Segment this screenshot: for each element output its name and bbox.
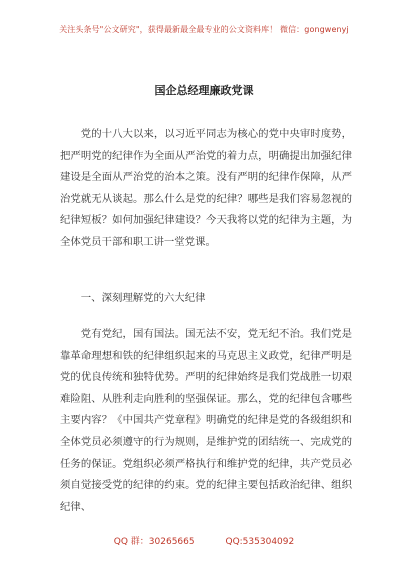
section-body	[60, 324, 352, 518]
document-title: 国企总经理廉政党课	[154, 84, 254, 97]
qq-group-text: QQ 群：30265665	[113, 537, 195, 547]
intro-paragraph: 党的十八大以来，以习近平同志为核心的党中央审时度势，把严明党的纪律作为全面从严治党的着力点，明确提出加强纪律建设是全面从严治党的治本之策。没有严明的纪律作保障，从严治党就无从谈起。那么什么是党的纪律？哪些是我们容易忽视的纪律短板？如何加强纪律建设？今天我将以党的纪律为主题，为全体党员干部和职工讲一堂党课。	[60, 128, 352, 248]
contact-footer	[0, 534, 408, 547]
section-heading: 一、深刻理解党的六大纪律	[80, 292, 206, 304]
promo-header: 关注头条号"公文研究"，获得最新最全最专业的公文资料库！ 微信：gongwenyj	[59, 25, 349, 34]
section-heading-block	[60, 288, 352, 310]
qq-number-text: QQ:535304092	[225, 537, 295, 547]
intro-section	[60, 124, 352, 254]
section-paragraph: 党有党纪，国有国法。国无法不安，党无纪不治。我们党是靠革命理想和铁的纪律组织起来的马克思主义政党，纪律严明是党的优良传统和独特优势。严明的纪律始终是我们党战胜一切艰难险阻、从胜利走向胜利的坚强保证。那么，党的纪律包含哪些主要内容？《中国共产党章程》明确党的纪律是党的各级组织和全体党员必须遵守的行为规则，是维护党的团结统一、完成党的任务的保证。党组织必须严格执行和维护党的纪律，共产党员必须自觉接受党的纪律的约束。党的纪律主要包括政治纪律、组织纪律、	[60, 328, 352, 513]
